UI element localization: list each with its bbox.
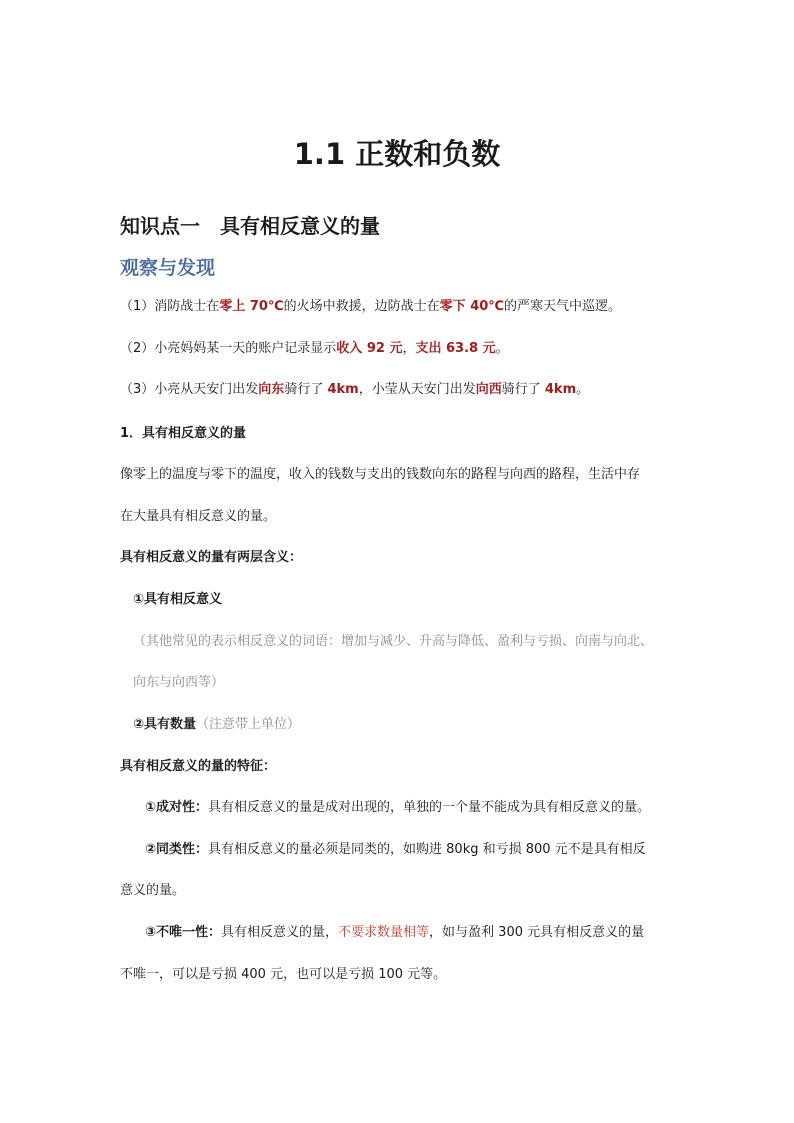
meaning-item-1-note-line1: （其他常见的表示相反意义的词语：增加与减少、升高与降低、盈利与亏损、向南与向北、 xyxy=(133,634,654,649)
highlight-value: 向西 xyxy=(475,382,502,397)
highlight-value: 零下 40℃ xyxy=(439,299,505,314)
feature-label: ②同类性： xyxy=(145,842,209,857)
highlight-value: 支出 63.8 元 xyxy=(415,341,496,356)
features-heading: 具有相反意义的量的特征： xyxy=(120,759,277,774)
observe-heading: 观察与发现 xyxy=(120,257,216,279)
feature-3-line2: 不唯一，可以是亏损 400 元，也可以是亏损 100 元等。 xyxy=(120,967,447,982)
highlight-value: 收入 92 元 xyxy=(336,341,403,356)
section-heading: 知识点一 具有相反意义的量 xyxy=(120,214,380,238)
point1-heading: 1．具有相反意义的量 xyxy=(120,426,247,441)
feature-3-highlight: 不要求数量相等 xyxy=(338,925,430,940)
feature-2: ②同类性：具有相反意义的量必须是同类的，如购进 80kg 和亏损 800 元不是具有相反 xyxy=(145,842,646,857)
example-number: （2） xyxy=(120,341,155,356)
page-title: 1.1 正数和负数 xyxy=(293,137,501,171)
point1-paragraph-line2: 在大量具有相反意义的量。 xyxy=(120,509,277,524)
highlight-value: 零上 70℃ xyxy=(219,299,284,314)
feature-3: ③不唯一性：具有相反意义的量，不要求数量相等，如与盈利 300 元具有相反意义的量 xyxy=(145,925,645,940)
feature-1: ①成对性：具有相反意义的量是成对出现的，单独的一个量不能成为具有相反意义的量。 xyxy=(145,800,651,815)
example-number: （3） xyxy=(120,382,155,397)
example-1: （1）消防战士在零上 70℃的火场中救援，边防战士在零下 40℃的严寒天气中巡逻。 xyxy=(120,299,622,314)
highlight-value: 4km xyxy=(327,382,359,397)
meaning-item-2: ②具有数量（注意带上单位） xyxy=(133,717,301,732)
feature-label: ①成对性： xyxy=(145,800,209,815)
point1-paragraph-line1: 像零上的温度与零下的温度，收入的钱数与支出的钱数向东的路程与向西的路程，生活中存 xyxy=(120,467,641,482)
example-2: （2）小亮妈妈某一天的账户记录显示收入 92 元，支出 63.8 元。 xyxy=(120,341,509,356)
highlight-value: 向东 xyxy=(258,382,285,397)
example-number: （1） xyxy=(120,299,155,314)
meaning-item-1-note-line2: 向东与向西等） xyxy=(133,675,225,690)
meaning-item-1: ①具有相反意义 xyxy=(133,592,223,607)
feature-label: ③不唯一性： xyxy=(145,925,222,940)
meaning-heading: 具有相反意义的量有两层含义： xyxy=(120,550,303,565)
highlight-value: 4km xyxy=(544,382,577,397)
feature-2-line2: 意义的量。 xyxy=(120,883,186,898)
meaning-item-2-note: （注意带上单位） xyxy=(196,717,301,732)
example-3: （3）小亮从天安门出发向东骑行了 4km，小莹从天安门出发向西骑行了 4km。 xyxy=(120,382,590,397)
